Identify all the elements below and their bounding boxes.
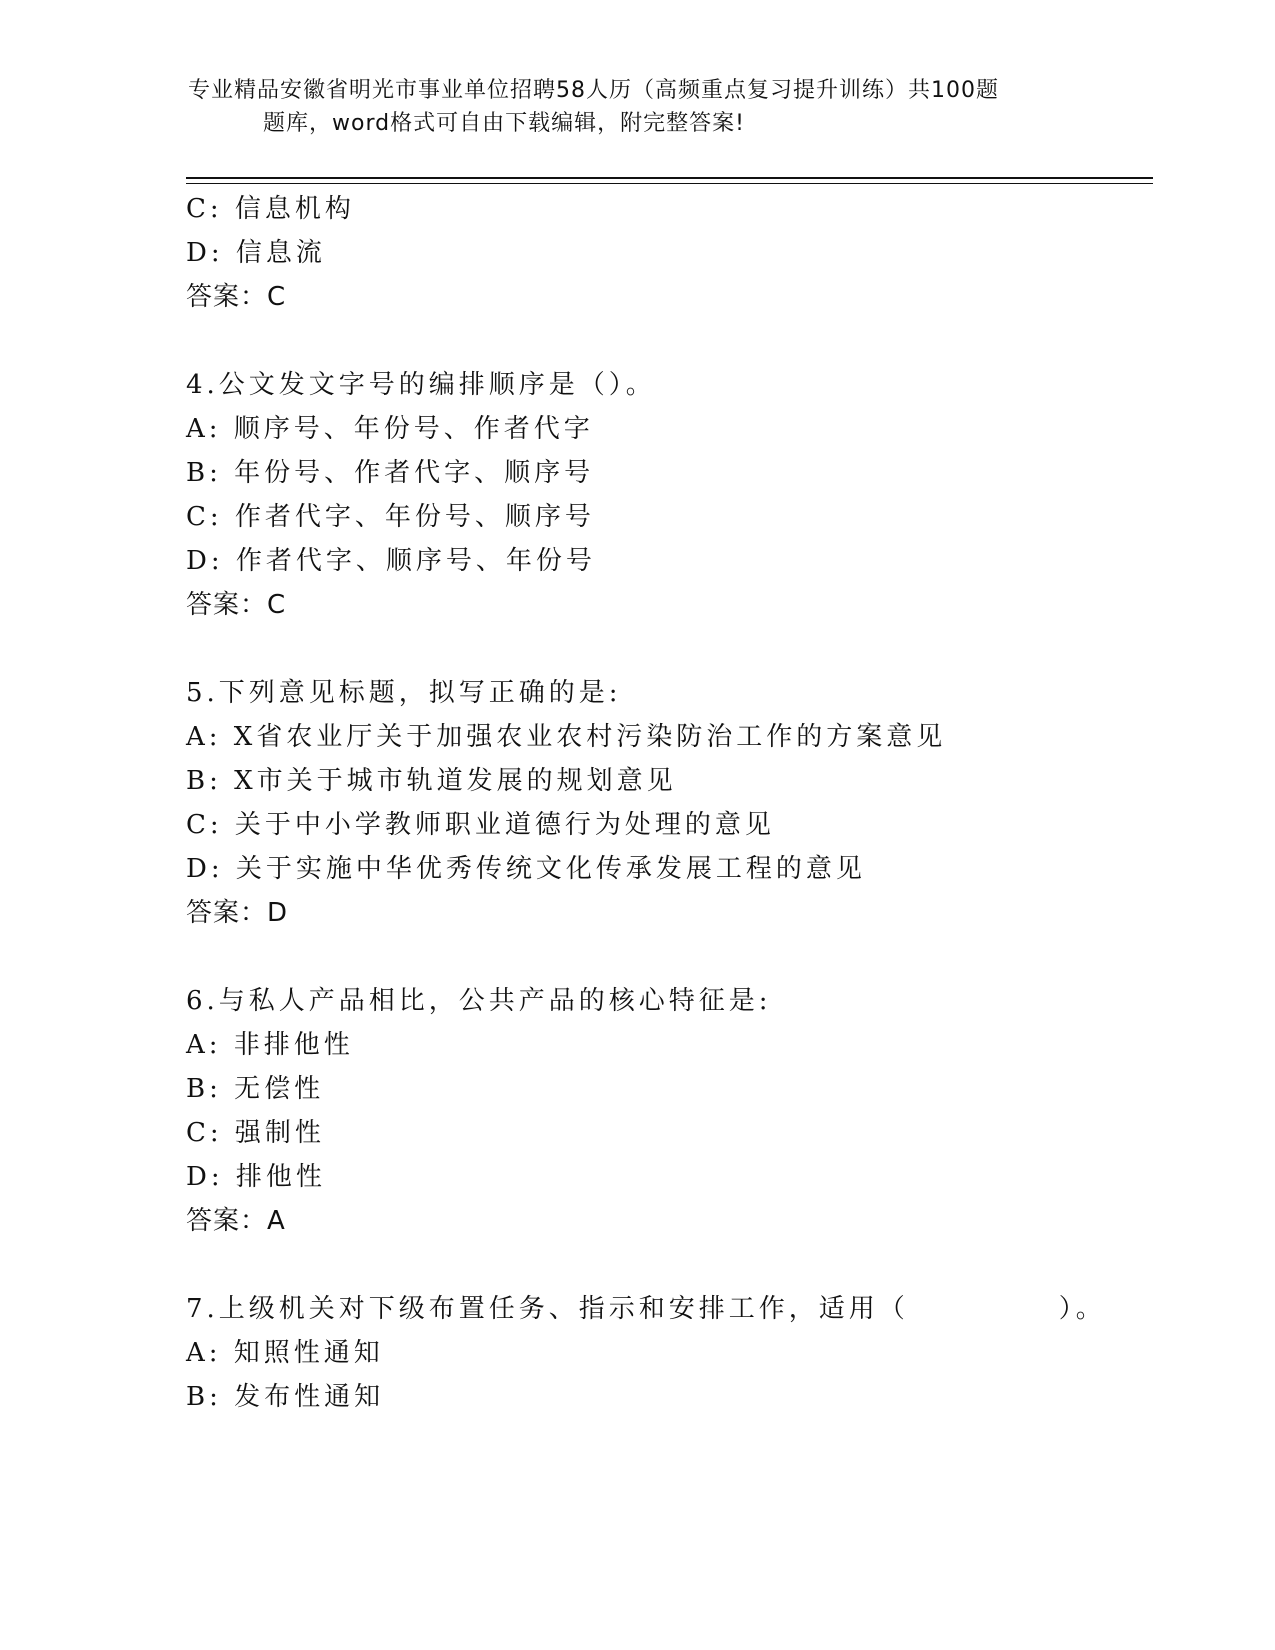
q6-option-a: A: 非排他性 [186,1030,354,1060]
q6-option-c: C: 强制性 [186,1118,325,1148]
q4-option-d: D: 作者代字、顺序号、年份号 [186,546,596,576]
q6-option-b: B: 无偿性 [186,1074,325,1104]
q7-option-a: A: 知照性通知 [186,1338,384,1368]
header-title-line-2: 题库，word格式可自由下载编辑，附完整答案! [263,111,745,136]
header-title-line-1: 专业精品安徽省明光市事业单位招聘58人历（高频重点复习提升训练）共100题 [188,78,999,103]
q5-answer: 答案：D [186,898,289,928]
q6-option-d: D: 排他性 [186,1162,326,1192]
q5-option-b: B: X市关于城市轨道发展的规划意见 [186,766,677,796]
q5-option-a: A: X省农业厅关于加强农业农村污染防治工作的方案意见 [186,722,947,752]
q3-option-d: D: 信息流 [186,238,326,268]
q5-question: 5.下列意见标题，拟写正确的是: [186,678,622,708]
header-divider-thick [186,177,1153,179]
header-divider-thin [186,183,1153,184]
q6-answer: 答案：A [186,1206,286,1236]
q5-option-c: C: 关于中小学教师职业道德行为处理的意见 [186,810,775,840]
q3-answer: 答案：C [186,282,287,312]
q4-answer: 答案：C [186,590,287,620]
q7-option-b: B: 发布性通知 [186,1382,385,1412]
q4-option-a: A: 顺序号、年份号、作者代字 [186,414,594,444]
q6-question: 6.与私人产品相比，公共产品的核心特征是: [186,986,772,1016]
q5-option-d: D: 关于实施中华优秀传统文化传承发展工程的意见 [186,854,866,884]
q3-option-c: C: 信息机构 [186,194,355,224]
q4-option-b: B: 年份号、作者代字、顺序号 [186,458,595,488]
q7-question: 7.上级机关对下级布置任务、指示和安排工作，适用（ ）。 [186,1294,1106,1324]
q4-option-c: C: 作者代字、年份号、顺序号 [186,502,595,532]
q4-question: 4.公文发文字号的编排顺序是（）。 [186,370,656,400]
document-header [188,74,1088,140]
